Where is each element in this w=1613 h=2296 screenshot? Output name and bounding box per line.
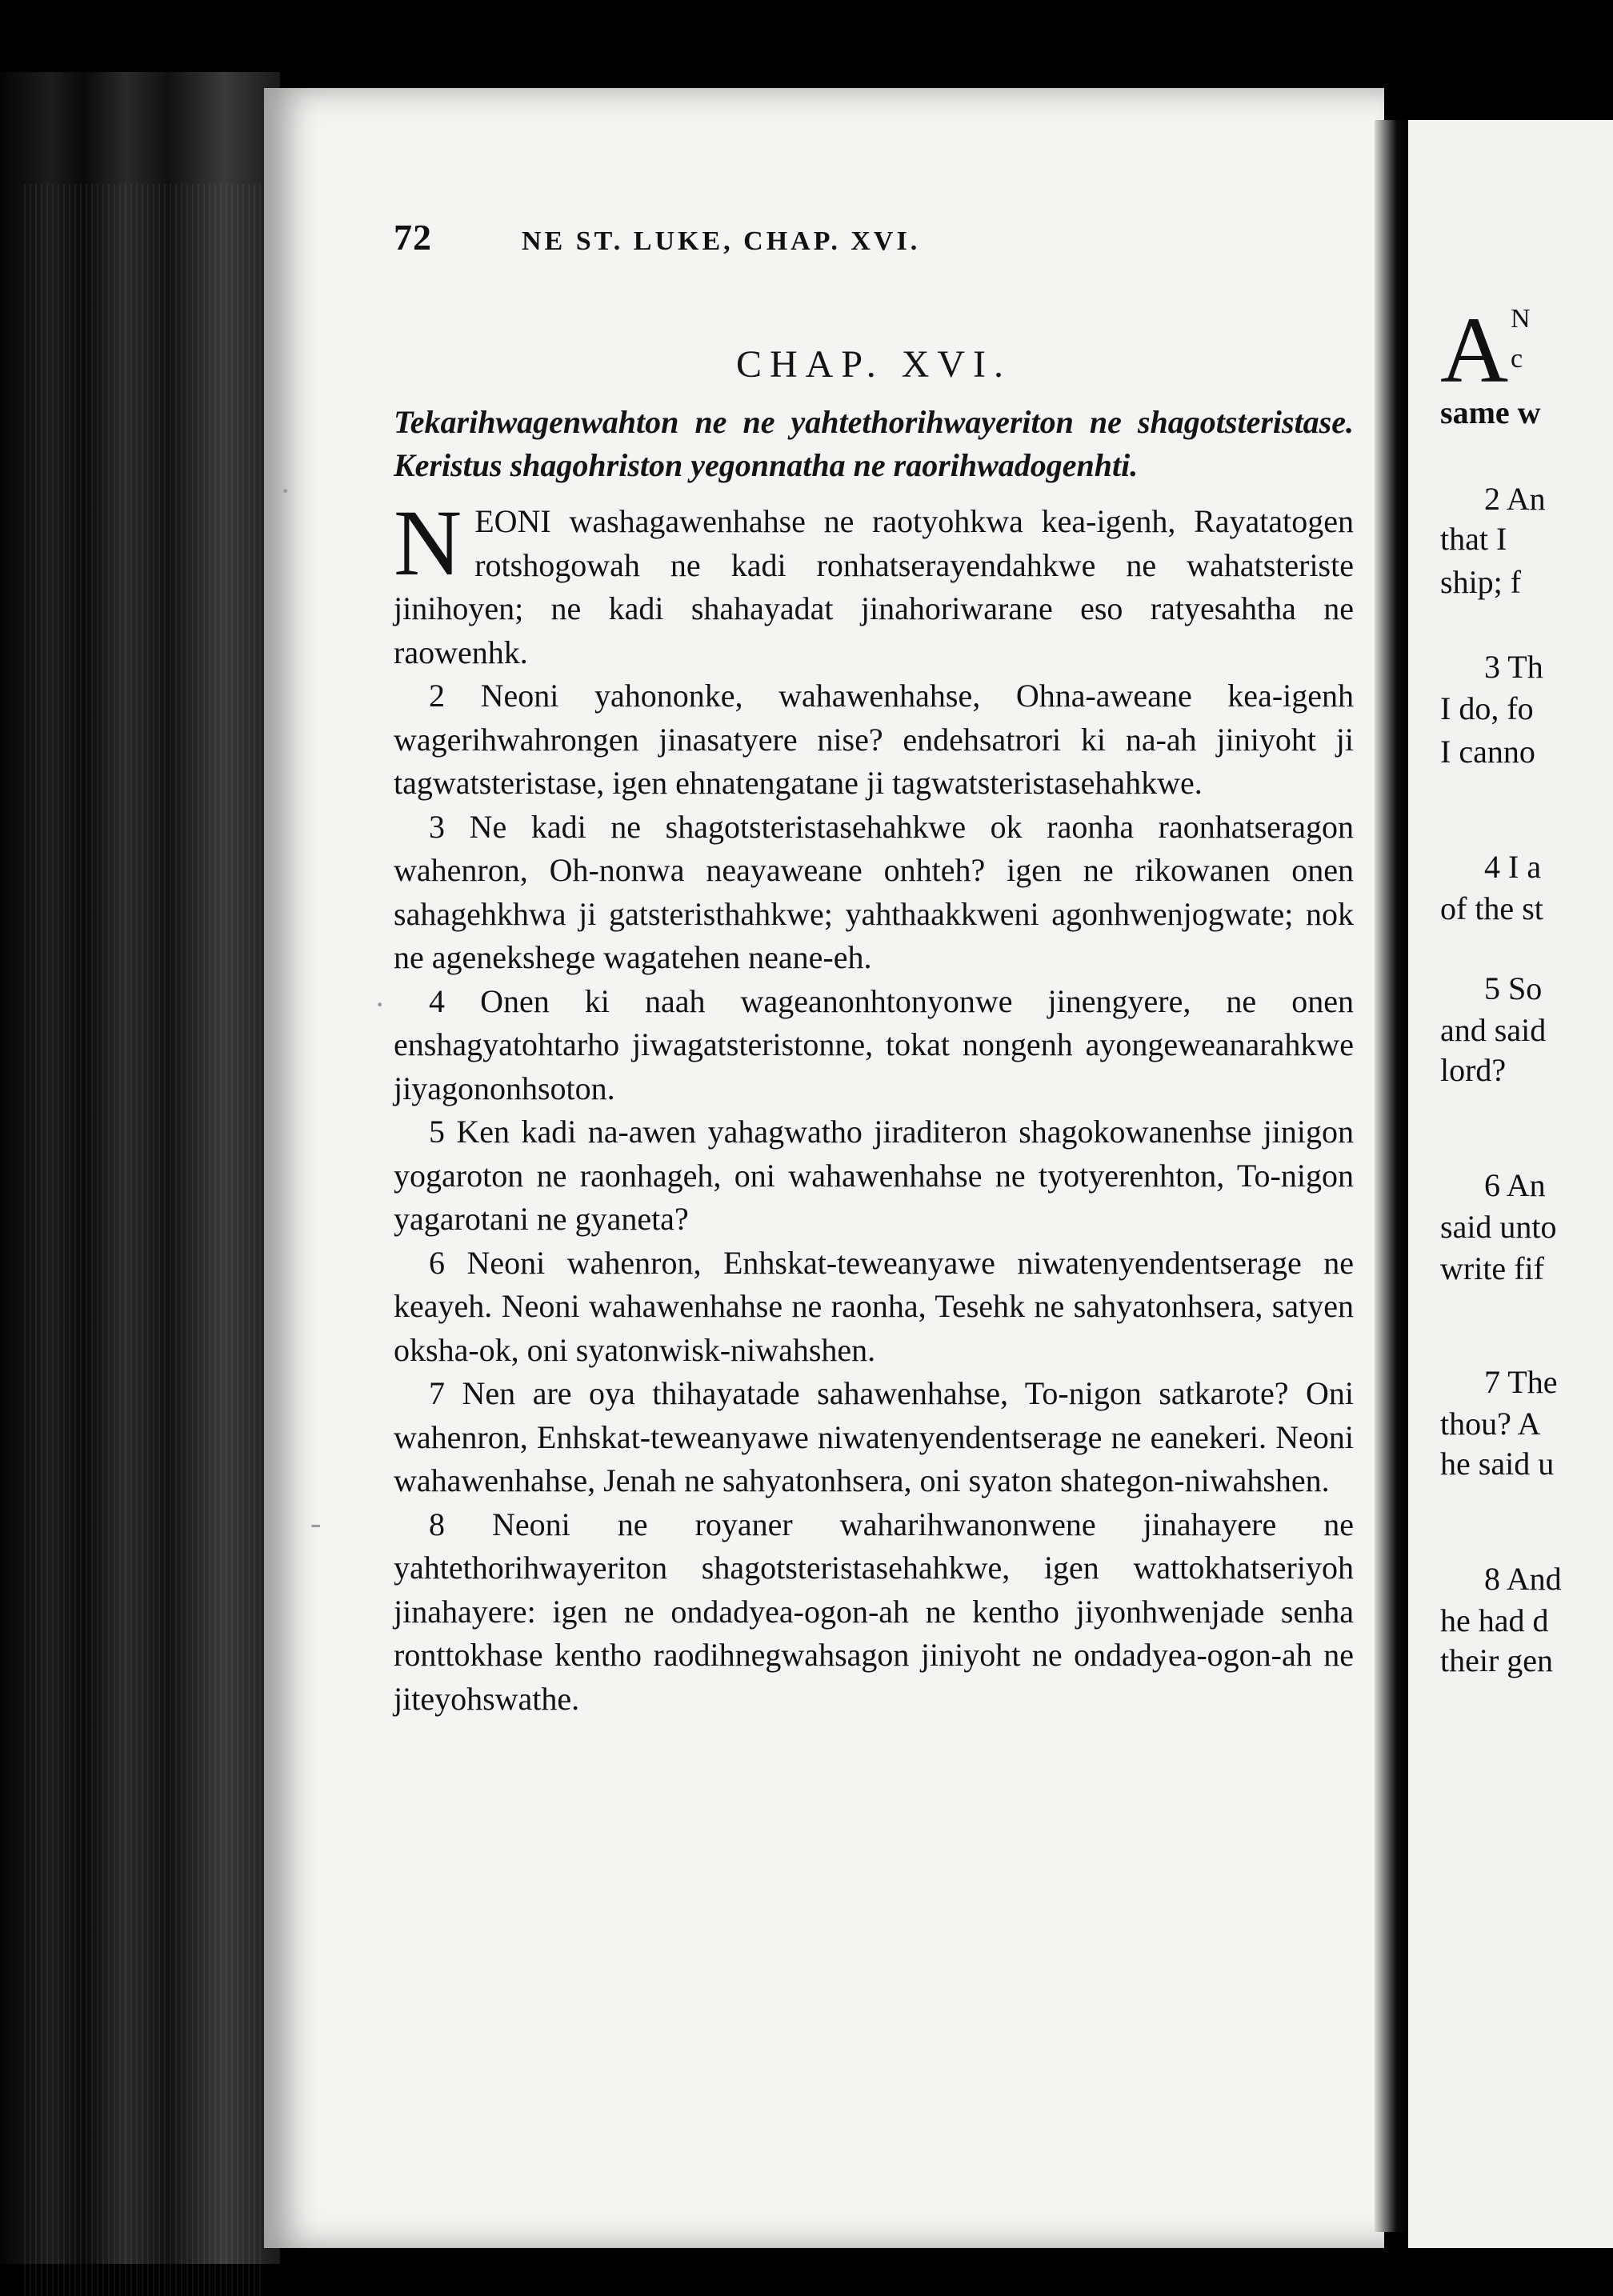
facing-line: of the st bbox=[1440, 890, 1543, 926]
facing-line: said unto bbox=[1440, 1209, 1557, 1245]
facing-line: lord? bbox=[1440, 1052, 1507, 1088]
facing-line: 2 An bbox=[1484, 481, 1546, 517]
verse-8 bbox=[394, 1503, 1354, 1722]
verse-7 bbox=[394, 1372, 1354, 1503]
verse-number: 7 bbox=[429, 1375, 445, 1411]
book-spine bbox=[0, 72, 280, 2264]
facing-line: 8 And bbox=[1484, 1561, 1562, 1597]
verse-3 bbox=[394, 806, 1354, 980]
page-number: 72 bbox=[394, 217, 432, 258]
verse-number: 5 bbox=[429, 1114, 445, 1150]
facing-line: and said bbox=[1440, 1012, 1547, 1048]
verse-6 bbox=[394, 1242, 1354, 1373]
facing-line: I canno bbox=[1440, 734, 1535, 770]
verse-1 bbox=[394, 490, 1354, 674]
verse-text: EONI washagawenhahse ne raotyohkwa kea-igenh, Rayatatogen rotshogowah ne kadi ronhatserayendahkwe ne wahatsteriste jinihoyen; ne kadi shahayadat jinahoriwarane eso ratyesahtha ne raowenhk. bbox=[394, 503, 1354, 670]
verse-2 bbox=[394, 674, 1354, 806]
page-text bbox=[394, 216, 1354, 1721]
book-gutter bbox=[1375, 120, 1411, 2232]
facing-line: N bbox=[1511, 304, 1531, 334]
chapter-summary-text: Tekarihwagenwahton ne ne yahtethorihwayeriton ne shagotsteristase. Keristus shagohriston yegonnatha ne raorihwadogenhti. bbox=[394, 404, 1354, 483]
facing-line: thou? A bbox=[1440, 1406, 1541, 1442]
facing-line: that I bbox=[1440, 521, 1507, 557]
chapter-summary bbox=[394, 401, 1354, 487]
facing-line: same w bbox=[1440, 394, 1541, 430]
facing-page bbox=[1408, 120, 1613, 2248]
verse-number: 8 bbox=[429, 1506, 445, 1542]
facing-line: their gen bbox=[1440, 1642, 1554, 1678]
facing-line: ship; f bbox=[1440, 564, 1522, 600]
verse-text: Onen ki naah wageanonhtonyonwe jinengyere, ne onen enshagyatohtarho jiwagatsteristonne, tokat nongenh ayongeweanarahkwe jiyagononhsoton. bbox=[394, 982, 1355, 1106]
drop-cap: N bbox=[394, 490, 462, 595]
facing-line: write fif bbox=[1440, 1250, 1544, 1286]
facing-line: 7 The bbox=[1484, 1364, 1558, 1400]
running-head bbox=[394, 216, 1354, 272]
facing-line: 3 Th bbox=[1484, 649, 1543, 685]
margin-dot: · bbox=[280, 473, 291, 509]
page-edges bbox=[24, 184, 264, 2296]
verse-text: Neoni yahononke, wahawenhahse, Ohna-aweane kea-igenh wagerihwahrongen jinasatyere nise? endehsatrori ki na-ah jiniyoht ji tagwatsteristase, igen ehnatengatane ji tagwatsteristasehahkwe. bbox=[394, 678, 1355, 801]
verse-5 bbox=[394, 1110, 1354, 1242]
running-title: NE ST. LUKE, CHAP. XVI. bbox=[522, 226, 921, 256]
verse-text: Nen are oya thihayatade sahawenhahse, To-nigon satkarote? Oni wahenron, Enhskat-teweanyawe niwatenyendentserage ne eanekeri. Neoni wahawenhahse, Jenah ne sahyatonhsera, oni syaton shategon-niwahshen. bbox=[394, 1375, 1355, 1498]
verse-text: Neoni ne royaner waharihwanonwene jinahayere ne yahtethorihwayeriton shagotsteristasehahkwe, igen wattokhatseriyoh jinahayere: igen ne ondadyea-ogon-ah ne kentho jiyonhwenjade senha ronttokhase kentho raodihnegwahsagon jiniyoht ne ondadyea-ogon-ah ne jiteyohswathe. bbox=[394, 1506, 1354, 1717]
facing-line: he said u bbox=[1440, 1446, 1555, 1482]
facing-line: 4 I a bbox=[1484, 849, 1542, 885]
facing-line: c bbox=[1511, 344, 1523, 374]
margin-dot: · bbox=[374, 986, 386, 1022]
verse-text: Ken kadi na-awen yahagwatho jiraditeron shagokowanenhse jinigon yogaroton ne raonhageh, oni wahawenhahse ne tyotyerenhton, To-nigon yagarotani ne gyaneta? bbox=[394, 1114, 1355, 1237]
margin-dash: - bbox=[310, 1505, 322, 1541]
facing-line: he had d bbox=[1440, 1602, 1549, 1638]
facing-line: 6 An bbox=[1484, 1167, 1546, 1203]
facing-line: I do, fo bbox=[1440, 690, 1534, 726]
facing-line: 5 So bbox=[1484, 970, 1543, 1006]
verse-number: 4 bbox=[429, 982, 445, 1019]
verse-number: 6 bbox=[429, 1244, 445, 1281]
verse-text: Neoni wahenron, Enhskat-teweanyawe niwatenyendentserage ne keayeh. Neoni wahawenhahse ne raonha, Tesehk ne sahyatonhsera, satyen oksha-ok, oni syatonwisk-niwahshen. bbox=[394, 1244, 1354, 1368]
verse-4 bbox=[394, 980, 1354, 1111]
chapter-title: CHAP. XVI. bbox=[735, 343, 1012, 386]
verse-number: 3 bbox=[429, 808, 445, 845]
verse-text: Ne kadi ne shagotsteristasehahkwe ok raonha raonhatseragon wahenron, Oh-nonwa neayaweane onhteh? igen ne rikowanen onen sahagehkhwa ji gatsteristhahkwe; yahthaakkweni agonhwenjogwate; nok ne agenekshege wagatehen neane-eh. bbox=[394, 808, 1355, 975]
facing-drop-cap: A bbox=[1440, 298, 1509, 402]
verse-number: 2 bbox=[429, 678, 445, 714]
